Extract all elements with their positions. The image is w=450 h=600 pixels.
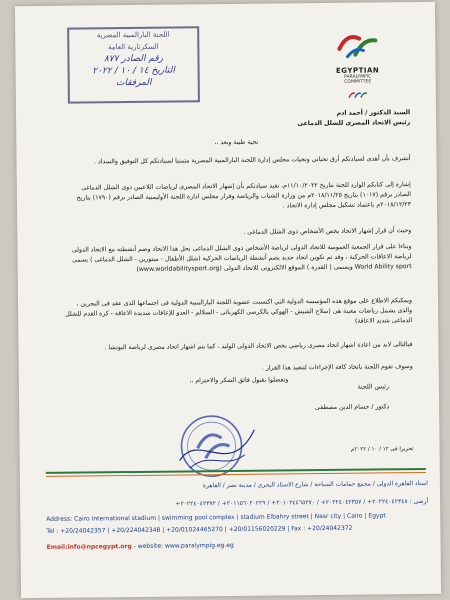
- signature-name: دكتور / حسام الدين مصطفى: [315, 403, 390, 412]
- date-line: تحريرا فى ١٢ / ١٠ / ٢٠٢٢م: [350, 446, 414, 453]
- footer-email-link[interactable]: Email:info@npcegypt.org: [46, 543, 132, 551]
- footer-contact: [47, 540, 429, 551]
- paragraph-6: فبالتالى لابد من اعادة اشهار اتحاد مصرى رياضي يخص الاتحاد الدولى الوليد ، كما يتم اشهار اتحاد مصرى لرياضة البوتشا .: [104, 341, 413, 352]
- footer-tel-en: Tel : +20/24042357 | +20/224042348 | +20/01024465270 | +20/01156020229 | Fax : +20/24042372: [46, 524, 353, 535]
- recipient-title: رئيس الاتحاد المصرى للشلل الدماغى: [297, 119, 411, 128]
- committee-logo: [317, 28, 398, 104]
- paragraph-3: وحيث أن قرار إشهار الاتحاد يخص الأشخاص ذوى الشلل الدماغى .: [243, 227, 412, 236]
- stamp-attachments: المرفقات: [115, 77, 152, 89]
- closing: وتفضلوا بقبول فائق الشكر والاحترام ،،: [189, 376, 289, 385]
- paragraph-2: إشارة إلى كتابكم الوارد للجنة بتاريخ ١١/١٠/٢٠٢٢م، نفيد سيادتكم بأن إشهار الاتحاد المصرى لرياضات اللاعبين ذوى الشلل الدماغى الصادر برقم (١٠١٧) بتاريخ ٢٠١٨/١١/٢٥م من وزارة الشباب والرياضة وقرار مجلس ادارة اللجنة الأوليمبية الصادر برقم (١٧٩٠) بتاريخ ٢٠١٨/١٢/٢٣م باعتماد تشكيل مجلس إدارة الاتحاد .: [76, 181, 412, 210]
- agitos-small-icon: [347, 90, 369, 100]
- footer-website-link[interactable]: www.paralympig.eg.eg: [164, 541, 234, 550]
- footer-address-en: Address: Cairo International stadium | swimming pool complex | stadium Elbahry street | Nasr city | Cairo | Egypt: [46, 512, 386, 523]
- paragraph-5: ويمكنكم الاطلاع على موقع هذه المؤسسة الدولية التي اكتسبت عضوية اللجنة البارالمبية الدولية فى اجتماعها الذى عقد فى البحرين ، والذى يشمل رياضات معينة هى (سلاح الشيش - الهوكي بالكرسى الكهربائى - السلالم - العدو للإعاقات شديدة الاعاقة - كرة القدم للشلل الدماغى شديد الاعاقة): [65, 297, 413, 325]
- stamp-dept: السكرتارية العامة: [108, 42, 159, 52]
- greeting: تحية طيبة وبعد ،،: [214, 138, 259, 147]
- outgoing-stamp: [67, 26, 200, 103]
- stamp-number: رقم الصادر ٨٧٧: [103, 53, 164, 65]
- agitos-icon: [333, 28, 381, 63]
- footer-website-label: - website:: [133, 542, 165, 551]
- logo-sub1: PARALYMPIC: [344, 74, 372, 80]
- footer-address-ar: استاد القاهرة الدولى / مجمع حمامات السباحة / شارع الاستاد البحرى / مدينة نصر / القاهرة: [202, 479, 428, 490]
- signature-block: [249, 382, 389, 413]
- paragraph-4: وبناءا على قرار الجمعية العمومية للاتحاد الدولى لرياضة الأشخاص ذوى الشلل الدماغى بحل هذا الاتحاد وضم أنشطته مع الاتحاد الدولى لرياضة الاعاقات الحركية ، وقد تم تكوين اتحاد جديد يضم أنشطة الرياضات الحركية (شلل الأطفال - مبتورين - الشلل الدماغى ) يسمى World Ability sport ويسمى ( القدرة ) الموقع الالكترونى للاتحاد الدولى (www.worldabilitysport.org): [71, 243, 412, 273]
- paragraph-7: وسوف تقوم اللجنة باتخاذ كافة الإجراءات لتنفيذ هذا القرار .: [261, 363, 413, 372]
- recipient: السيد الدكتور / أحمد ادم: [336, 109, 411, 117]
- logo-brand: EGYPTIAN: [335, 66, 380, 75]
- footer-phones-ar: أرضى : ٢٠٢٢٤٠٤٢٣٤٨+ / ٢٠٢٢٤٠٤٢٣٥٧+ / ٢٠١٠٢٤٤٦٥٢٧٠+ / ٢٠١١٥٦٠٢٠٢٢٩+ / ٢٠٢٢٤٠٤٢٣٧٢+: [175, 497, 429, 508]
- letter-page: [15, 2, 441, 598]
- signature-title: رئيس اللجنة: [357, 383, 389, 391]
- stamp-org: اللجنة البارالمبية المصرية: [96, 30, 170, 40]
- paragraph-1: أتشرف بأن أهدى لسيادتكم أرق تحياتي وتحيات مجلس إدارة اللجنة البارالمبية المصرية متمنيا لسيادتكم كل التوفيق والسداد .: [94, 155, 411, 166]
- stamp-date: التاريخ ١٤ / ١٠ / ٢٠٢٢: [92, 65, 175, 77]
- logo-sub2: COMMITTEE: [344, 79, 372, 85]
